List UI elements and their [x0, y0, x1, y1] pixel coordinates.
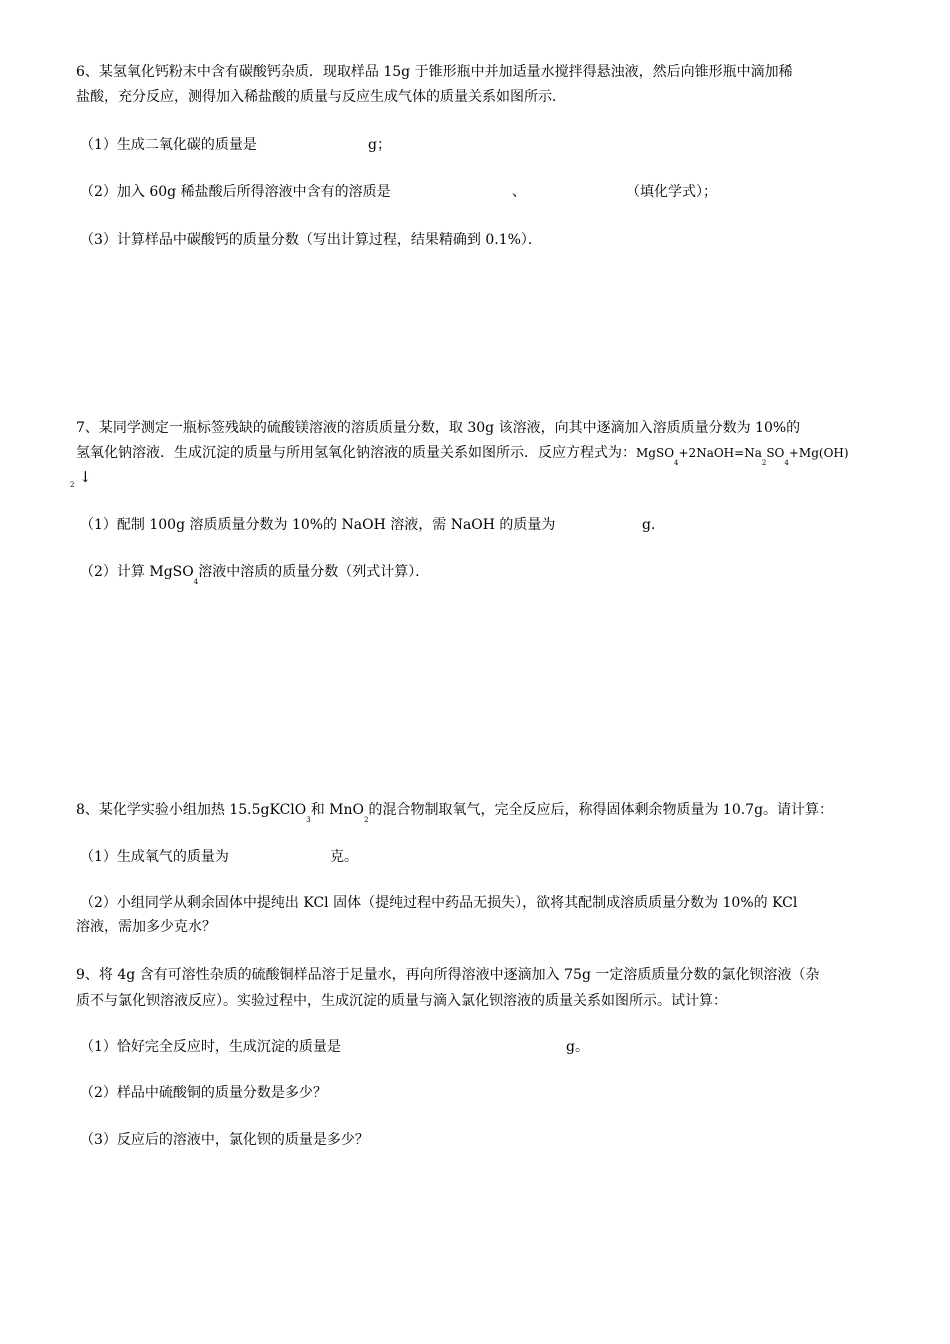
q6-part2: （2）加入 60g 稀盐酸后所得溶液中含有的溶质是 — [80, 184, 391, 200]
q8-part2-line1: （2）小组同学从剩余固体中提纯出 KCl 固体（提纯过程中药品无损失），欲将其配制成溶质质量分数为 10%的 KCl — [80, 895, 798, 911]
eq-part: +Mg(OH) — [788, 446, 849, 460]
q8-part1: （1）生成氧气的质量为 — [80, 849, 229, 865]
q7-part2-text-tail: 溶液中溶质的质量分数（列式计算）． — [198, 564, 430, 580]
q7-part2-subscript: 4 — [193, 578, 199, 586]
q6-part1: （1）生成二氧化碳的质量是 — [80, 137, 257, 153]
q6-stem-line1: 6、某氢氧化钙粉末中含有碳酸钙杂质．现取样品 15g 于锥形瓶中并加适量水搅拌得悬浊液，然后向锥形瓶中滴加稀 — [76, 64, 793, 80]
q7-part2 — [80, 563, 430, 586]
eq-subscript-oh: 2 — [70, 481, 75, 489]
q9-part1: （1）恰好完全反应时，生成沉淀的质量是 — [80, 1039, 341, 1055]
q9-stem-line1: 9、将 4g 含有可溶性杂质的硫酸铜样品溶于足量水，再向所得溶液中逐滴加入 75g 一定溶质质量分数的氯化钡溶液（杂 — [76, 967, 820, 983]
eq-subscript: 4 — [674, 459, 679, 467]
q6-part2-tail: （填化学式）； — [626, 184, 717, 200]
q8-stem-text: 8、某化学实验小组加热 15.5gKClO — [76, 802, 307, 818]
eq-part: +2NaOH=Na — [678, 446, 762, 460]
eq-subscript: 2 — [761, 459, 767, 467]
q8-stem — [76, 801, 834, 824]
q7-part1: （1）配制 100g 溶质质量分数为 10%的 NaOH 溶液，需 NaOH 的质量为 — [80, 517, 556, 533]
q9-part3: （3）反应后的溶液中，氯化钡的质量是多少？ — [80, 1132, 369, 1148]
eq-part: SO — [766, 446, 785, 460]
q8-part2-line2: 溶液，需加多少克水？ — [76, 919, 216, 935]
q7-stem-line2 — [76, 444, 849, 467]
q6-part3: （3）计算样品中碳酸钙的质量分数（写出计算过程，结果精确到 0.1%）． — [80, 232, 542, 248]
q8-subscript: 3 — [306, 816, 311, 824]
q8-subscript: 2 — [364, 816, 369, 824]
q6-part1-unit: g； — [368, 137, 391, 153]
q7-stem-line2-text: 氢氧化钠溶液．生成沉淀的质量与所用氢氧化钠溶液的质量关系如图所示．反应方程式为： — [76, 445, 636, 461]
eq-part: MgSO — [636, 446, 675, 460]
q8-stem-text: 的混合物制取氧气，完全反应后，称得固体剩余物质量为 10.7g。请计算： — [368, 802, 834, 818]
q6-stem-line2: 盐酸，充分反应，测得加入稀盐酸的质量与反应生成气体的质量关系如图所示． — [76, 89, 566, 105]
q9-stem-line2: 质不与氯化钡溶液反应）。实验过程中，生成沉淀的质量与滴入氯化钡溶液的质量关系如图所示。试计算： — [76, 993, 727, 1009]
q7-part2-text: （2）计算 MgSO — [80, 564, 194, 580]
q8-stem-text: 和 MnO — [310, 802, 364, 818]
q7-equation — [636, 446, 849, 467]
eq-subscript: 4 — [784, 459, 789, 467]
q9-part1-unit: g。 — [566, 1039, 589, 1055]
down-arrow-icon: ↓ — [79, 468, 92, 486]
q9-part2: （2）样品中硫酸铜的质量分数是多少？ — [80, 1085, 327, 1101]
q8-part1-unit: 克。 — [330, 849, 358, 865]
q6-part2-separator: 、 — [512, 184, 526, 200]
q7-stem-line1: 7、某同学测定一瓶标签残缺的硫酸镁溶液的溶质质量分数，取 30g 该溶液，向其中逐滴加入溶质质量分数为 10%的 — [76, 420, 801, 436]
q7-part1-unit: g． — [642, 517, 665, 533]
